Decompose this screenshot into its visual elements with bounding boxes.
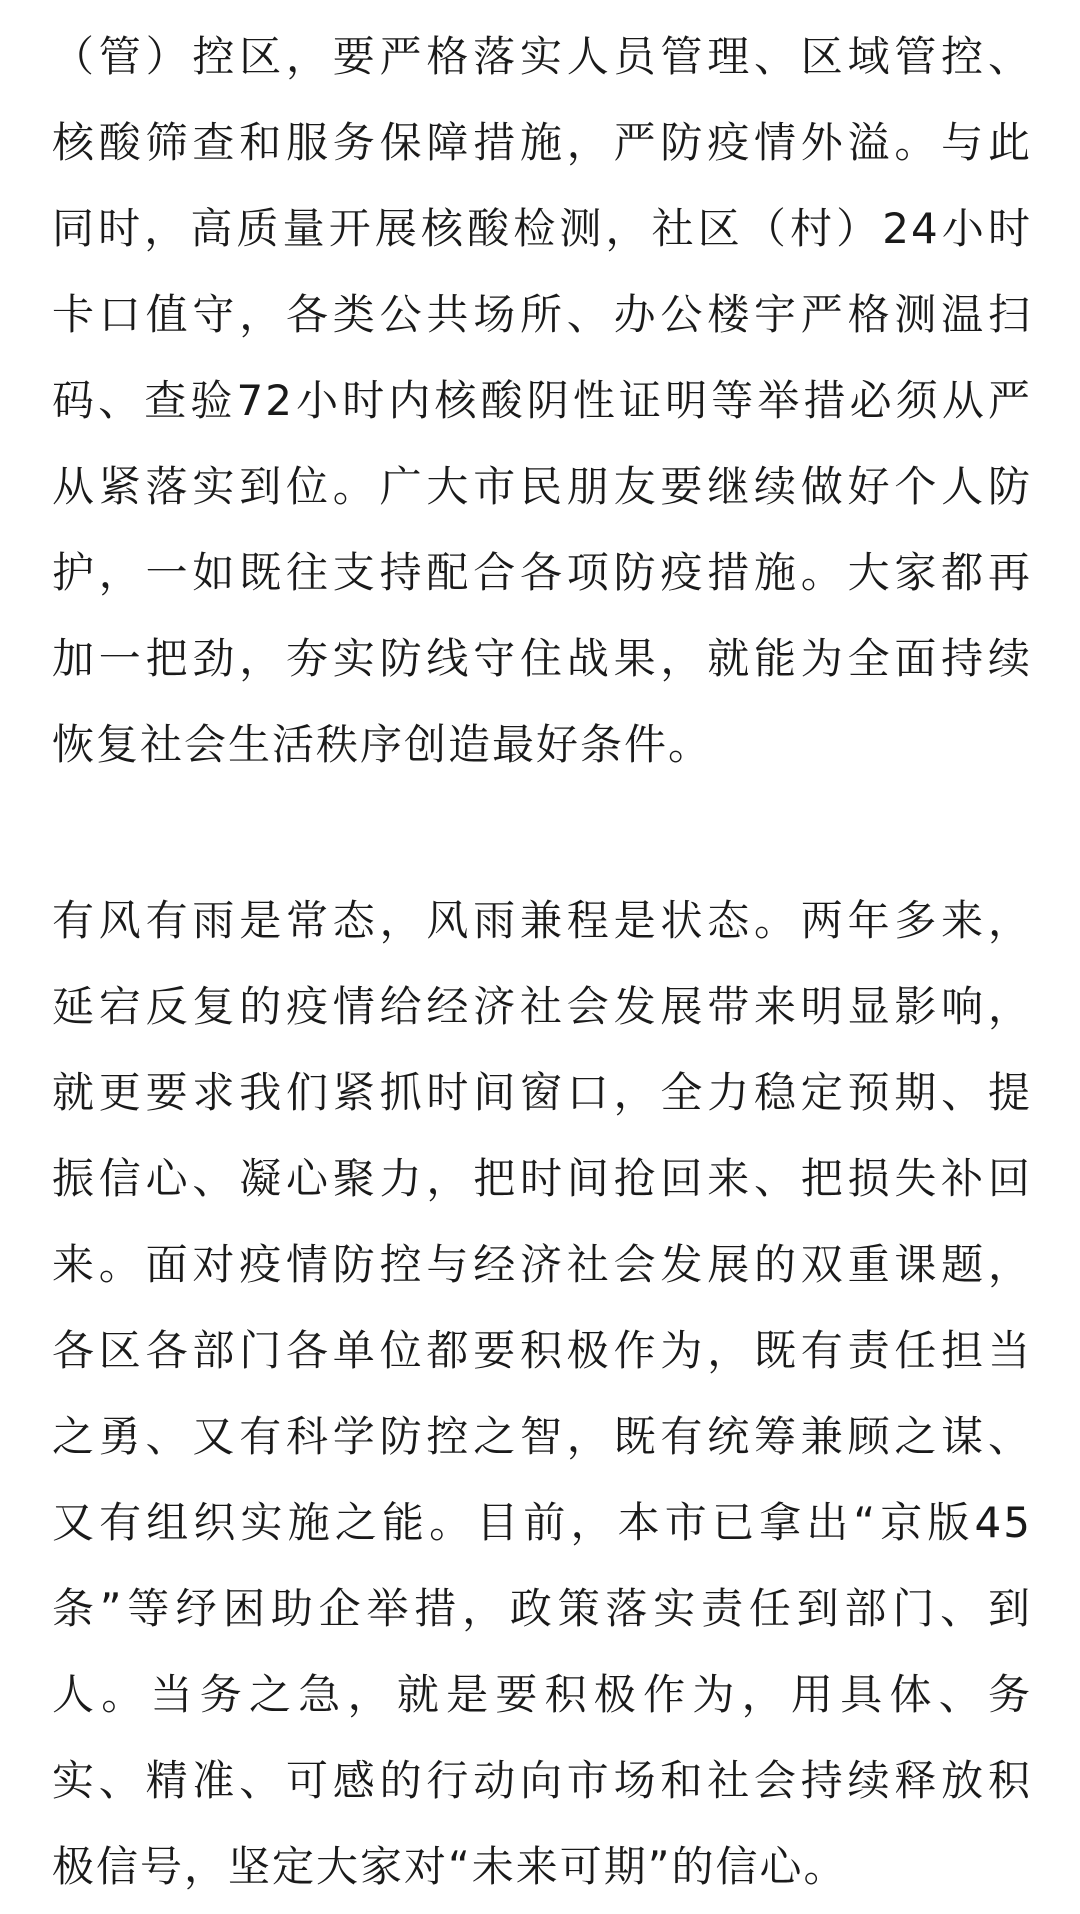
text-line: 条”等纾困助企举措，政策落实责任到部门、到 xyxy=(52,1584,1032,1633)
text-line: 码、查验72小时内核酸阴性证明等举措必须从严 xyxy=(52,376,1032,425)
text-line: 又有组织实施之能。目前，本市已拿出“京版45 xyxy=(52,1498,1032,1547)
text-line: 加一把劲，夯实防线守住战果，就能为全面持续 xyxy=(52,634,1032,683)
text-line: 从紧落实到位。广大市民朋友要继续做好个人防 xyxy=(52,462,1032,511)
text-line: 振信心、凝心聚力，把时间抢回来、把损失补回 xyxy=(52,1154,1032,1203)
text-line: 卡口值守，各类公共场所、办公楼宇严格测温扫 xyxy=(52,290,1032,339)
paragraph-1 xyxy=(52,14,1032,788)
text-line: 之勇、又有科学防控之智，既有统筹兼顾之谋、 xyxy=(52,1412,1032,1461)
paragraph-2 xyxy=(52,878,1032,1910)
text-line: 各区各部门各单位都要积极作为，既有责任担当 xyxy=(52,1326,1032,1375)
text-line: 恢复社会生活秩序创造最好条件。 xyxy=(52,720,713,769)
text-line: 来。面对疫情防控与经济社会发展的双重课题， xyxy=(52,1240,1032,1289)
text-line: 有风有雨是常态，风雨兼程是状态。两年多来， xyxy=(52,896,1032,945)
text-line: 极信号，坚定大家对“未来可期”的信心。 xyxy=(52,1842,848,1891)
text-line: 核酸筛查和服务保障措施，严防疫情外溢。与此 xyxy=(52,118,1032,167)
paragraph-spacer xyxy=(52,788,1032,878)
text-line: 就更要求我们紧抓时间窗口，全力稳定预期、提 xyxy=(52,1068,1032,1117)
text-line: 护，一如既往支持配合各项防疫措施。大家都再 xyxy=(52,548,1032,597)
article-body xyxy=(52,14,1032,1910)
text-line: 人。当务之急，就是要积极作为，用具体、务 xyxy=(52,1670,1032,1719)
text-line: 延宕反复的疫情给经济社会发展带来明显影响， xyxy=(52,982,1032,1031)
text-line: 实、精准、可感的行动向市场和社会持续释放积 xyxy=(52,1756,1032,1805)
text-line: （管）控区，要严格落实人员管理、区域管控、 xyxy=(52,32,1032,81)
text-line: 同时，高质量开展核酸检测，社区（村）24小时 xyxy=(52,204,1032,253)
